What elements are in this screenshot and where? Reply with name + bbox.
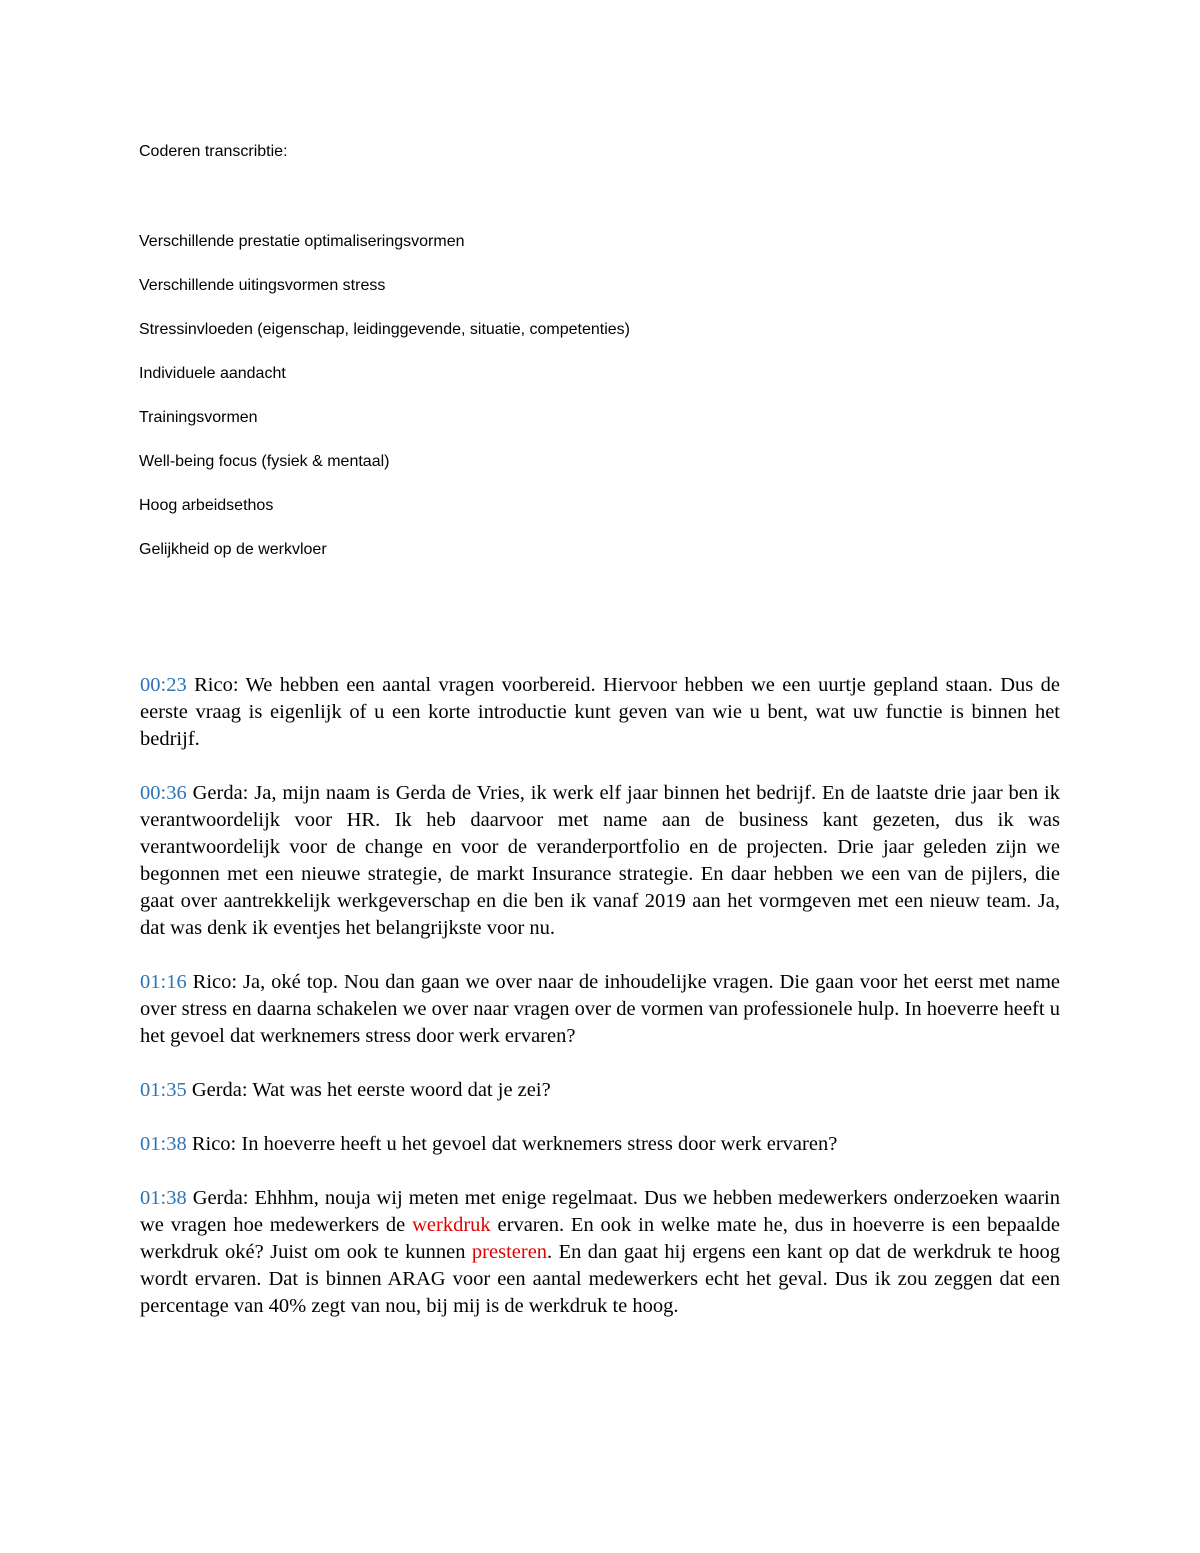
timestamp: 00:36 bbox=[140, 782, 187, 804]
utterance: ervaren. En ook in welke mate he, dus in hoeverre is een bepaalde werkdruk oké? Juist om ook te kunnen bbox=[140, 1214, 1060, 1263]
transcript-entry bbox=[140, 1077, 1060, 1104]
code-item: Trainingsvormen bbox=[139, 409, 258, 426]
transcript-entry bbox=[140, 1185, 1060, 1320]
document-heading: Coderen transcribtie: bbox=[139, 143, 288, 160]
utterance: Gerda: Ja, mijn naam is Gerda de Vries, ik werk elf jaar binnen het bedrijf. En de laatste drie jaar ben ik verantwoordelijk voor HR. Ik heb daarvoor met name aan de business kant gezeten, dus ik was verantwoordelijk voor de change en voor de veranderportfolio en de projecten. Drie jaar geleden zijn we begonnen met een nieuwe strategie, de markt Insurance strategie. En daar hebben we een van de pijlers, die gaat over aantrekkelijk werkgeverschap en die ben ik vanaf 2019 aan het vormgeven met een nieuw team. Ja, dat was denk ik eventjes het belangrijkste voor nu. bbox=[140, 782, 1060, 939]
timestamp: 01:35 bbox=[140, 1079, 187, 1101]
code-item: Well-being focus (fysiek & mentaal) bbox=[139, 453, 390, 470]
code-item: Gelijkheid op de werkvloer bbox=[139, 541, 327, 558]
code-item: Stressinvloeden (eigenschap, leidinggevende, situatie, competenties) bbox=[139, 321, 630, 338]
utterance: . En dan gaat hij ergens een kant op dat de werkdruk te hoog wordt ervaren. Dat is binnen ARAG voor een aantal medewerkers echt het geval. Dus ik zou zeggen dat een percentage van 40% zegt van nou, bij mij is de werkdruk te hoog. bbox=[140, 1241, 1060, 1317]
utterance: Rico: We hebben een aantal vragen voorbereid. Hiervoor hebben we een uurtje gepland staan. Dus de eerste vraag is eigenlijk of u een korte introductie kunt geven van wie u bent, wat uw functie is binnen het bedrijf. bbox=[140, 674, 1060, 750]
utterance: Rico: In hoeverre heeft u het gevoel dat werknemers stress door werk ervaren? bbox=[186, 1133, 838, 1155]
utterance: Rico: Ja, oké top. Nou dan gaan we over naar de inhoudelijke vragen. Die gaan voor het eerst met name over stress en daarna schakelen we over naar vragen over de vormen van professionele hulp. In hoeverre heeft u het gevoel dat werknemers stress door werk ervaren? bbox=[140, 971, 1060, 1047]
timestamp: 01:38 bbox=[140, 1133, 187, 1155]
utterance: Gerda: Ehhhm, nouja wij meten met enige regelmaat. Dus we hebben medewerkers onderzoeken waarin we vragen hoe medewerkers de bbox=[140, 1187, 1060, 1236]
transcript-entry bbox=[140, 780, 1060, 942]
transcript-entry bbox=[140, 969, 1060, 1050]
transcript-entry bbox=[140, 672, 1060, 753]
highlighted-code-word: presteren bbox=[471, 1241, 548, 1263]
transcript bbox=[140, 672, 1060, 1347]
timestamp: 01:16 bbox=[140, 971, 187, 993]
highlighted-code-word: werkdruk bbox=[412, 1214, 491, 1236]
utterance: Gerda: Wat was het eerste woord dat je zei? bbox=[186, 1079, 551, 1101]
timestamp: 01:38 bbox=[140, 1187, 187, 1209]
transcript-entry bbox=[140, 1131, 1060, 1158]
timestamp: 00:23 bbox=[140, 674, 187, 696]
code-item: Verschillende uitingsvormen stress bbox=[139, 277, 386, 294]
code-item: Individuele aandacht bbox=[139, 365, 286, 382]
code-item: Verschillende prestatie optimaliseringsvormen bbox=[139, 233, 465, 250]
code-list bbox=[139, 230, 630, 582]
code-item: Hoog arbeidsethos bbox=[139, 497, 274, 514]
